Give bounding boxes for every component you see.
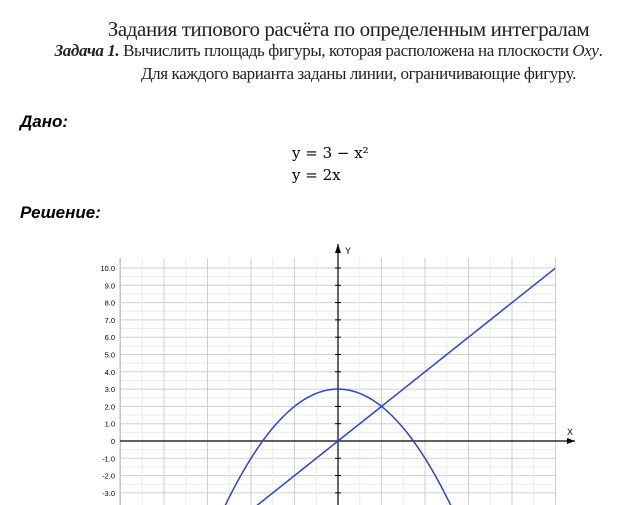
x-axis-arrow [567, 438, 575, 444]
y-tick-label: 4.0 [104, 367, 115, 377]
y-tick-label: 7.0 [104, 315, 115, 325]
given-heading: Дано: [20, 112, 69, 131]
solution-heading: Решение: [20, 203, 101, 222]
x-axis-label: X [567, 427, 574, 437]
y-axis-label: Y [345, 246, 352, 256]
task-subtitle: Для каждого варианта заданы линии, ограничивающие фигуру. [140, 64, 576, 83]
y-tick-label: 2.0 [104, 402, 115, 412]
task-end: . [598, 41, 603, 60]
y-tick-label: 1.0 [104, 419, 115, 429]
y-tick-label: 5.0 [104, 350, 115, 360]
y-tick-label: 3.0 [104, 385, 115, 395]
task-text: Вычислить площадь фигуры, которая расположена на плоскости [119, 41, 573, 60]
y-tick-label: 8.0 [104, 298, 115, 308]
task-label: Задача 1. [54, 41, 120, 60]
y-tick-label: -2.0 [102, 471, 115, 481]
y-axis-arrow [335, 244, 341, 253]
y-tick-label: -1.0 [102, 454, 115, 464]
y-tick-label: 6.0 [104, 333, 115, 343]
y-tick-label: 10.0 [100, 264, 115, 273]
equation-parabola: y = 3 − x² [292, 144, 369, 162]
y-tick-label: -3.0 [102, 488, 115, 498]
equation-line: y = 2x [292, 166, 341, 184]
y-tick-label: 0 [110, 437, 115, 446]
y-tick-label: 9.0 [104, 281, 115, 291]
page-title: Задания типового расчёта по определенным интегралам [107, 17, 590, 41]
plane-name: Oxy [572, 41, 599, 60]
